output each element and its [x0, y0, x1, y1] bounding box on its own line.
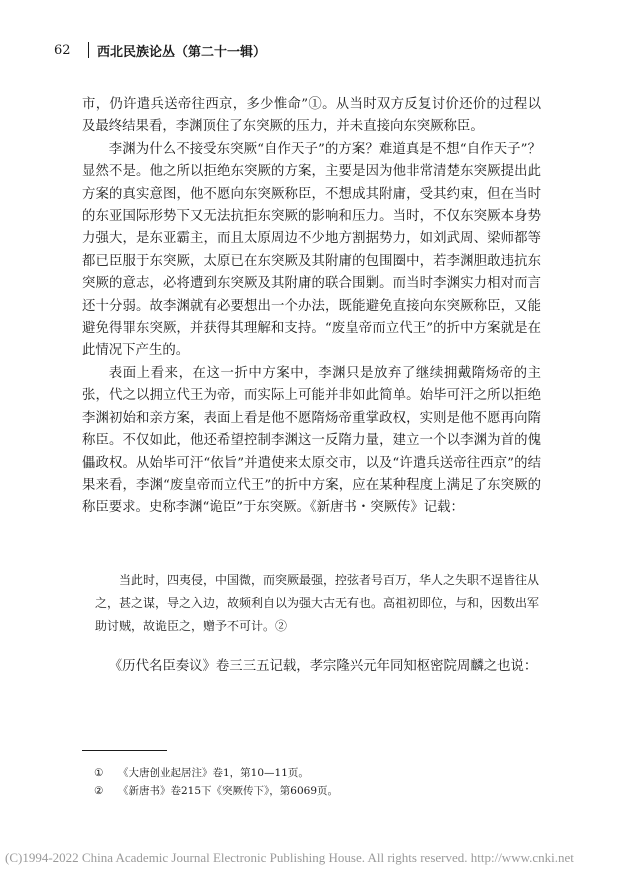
header-divider	[88, 42, 89, 58]
footnote	[94, 764, 541, 782]
footnote-rule	[82, 750, 167, 751]
paragraph-4: 《历代名臣奏议》卷三三五记载，孝宗隆兴元年同知枢密院周麟之也说：	[108, 659, 538, 674]
running-header	[54, 40, 584, 60]
paragraph-2: 李渊为什么不接受东突厥“自作天子”的方案？难道真是不想“自作天子”？显然不是。他之所以拒绝东突厥的方案，主要是因为他非常清楚东突厥提出此方案的真实意图，他不愿向东突厥称臣，不想成其附庸，受其约束，但在当时的东亚国际形势下又无法抗拒东突厥的影响和压力。当时，不仅东突厥本身势力强大，是东亚霸主，而且太原周边不少地方割据势力，如刘武周、梁师都等都已臣服于东突厥，太原已在东突厥及其附庸的包围圈中，若李渊胆敢违抗东突厥的意志，必将遭到东突厥及其附庸的联合围剿。而当时李渊实力相对而言还十分弱。故李渊就有必要想出一个办法，既能避免直接向东突厥称臣，又能避免得罪东突厥，并获得其理解和支持。“废皇帝而立代王”的折中方案就是在此情况下产生的。	[82, 141, 541, 359]
following-text	[82, 656, 541, 678]
paragraph-3: 表面上看来，在这一折中方案中，李渊只是放弃了继续拥戴隋炀帝的主张，代之以拥立代王为帝，而实际上可能并非如此简单。始毕可汗之所以拒绝李渊初始和亲方案，表面上看是他不愿隋炀帝重掌政权，实则是他不愿再向隋称臣。不仅如此，他还希望控制李渊这一反隋力量，建立一个以李渊为首的傀儡政权。从始毕可汗“依旨”并遣使来太原交市，以及“许遣兵送帝往西京”的结果来看，李渊“废皇帝而立代王”的折中方案，应在某种程度上满足了东突厥的称臣要求。史称李渊“诡臣”于东突厥。《新唐书・突厥传》记载：	[82, 365, 541, 516]
footnote-mark: ①	[94, 767, 104, 779]
block-quote	[95, 569, 544, 638]
footnote-text: 《大唐创业起居注》卷1，第10—11页。	[118, 767, 309, 779]
footnote-text: 《新唐书》卷215下《突厥传下》，第6069页。	[118, 785, 339, 797]
journal-title: 西北民族论丛（第二十一辑）	[97, 44, 267, 60]
footnote	[94, 782, 541, 800]
quote-text: 当此时，四夷侵，中国微，而突厥最强，控弦者号百万，华人之失职不逞皆往从之，甚之谋，导之入边，故频利自以为强大古无有也。高祖初即位，与和，因数出军助讨贼，故诡臣之，赠予不可计。②	[95, 573, 540, 633]
page-number: 62	[54, 42, 71, 58]
main-text	[82, 94, 541, 520]
copyright-watermark: (C)1994-2022 China Academic Journal Electronic Publishing House. All rights reserved. http://www.cnki.net	[5, 850, 574, 865]
footnote-mark: ②	[94, 785, 104, 797]
paragraph-1: 市，仍许遣兵送帝往西京，多少惟命”①。从当时双方反复讨价还价的过程以及最终结果看，李渊顶住了东突厥的压力，并未直接向东突厥称臣。	[82, 97, 541, 135]
footnotes	[94, 764, 541, 800]
